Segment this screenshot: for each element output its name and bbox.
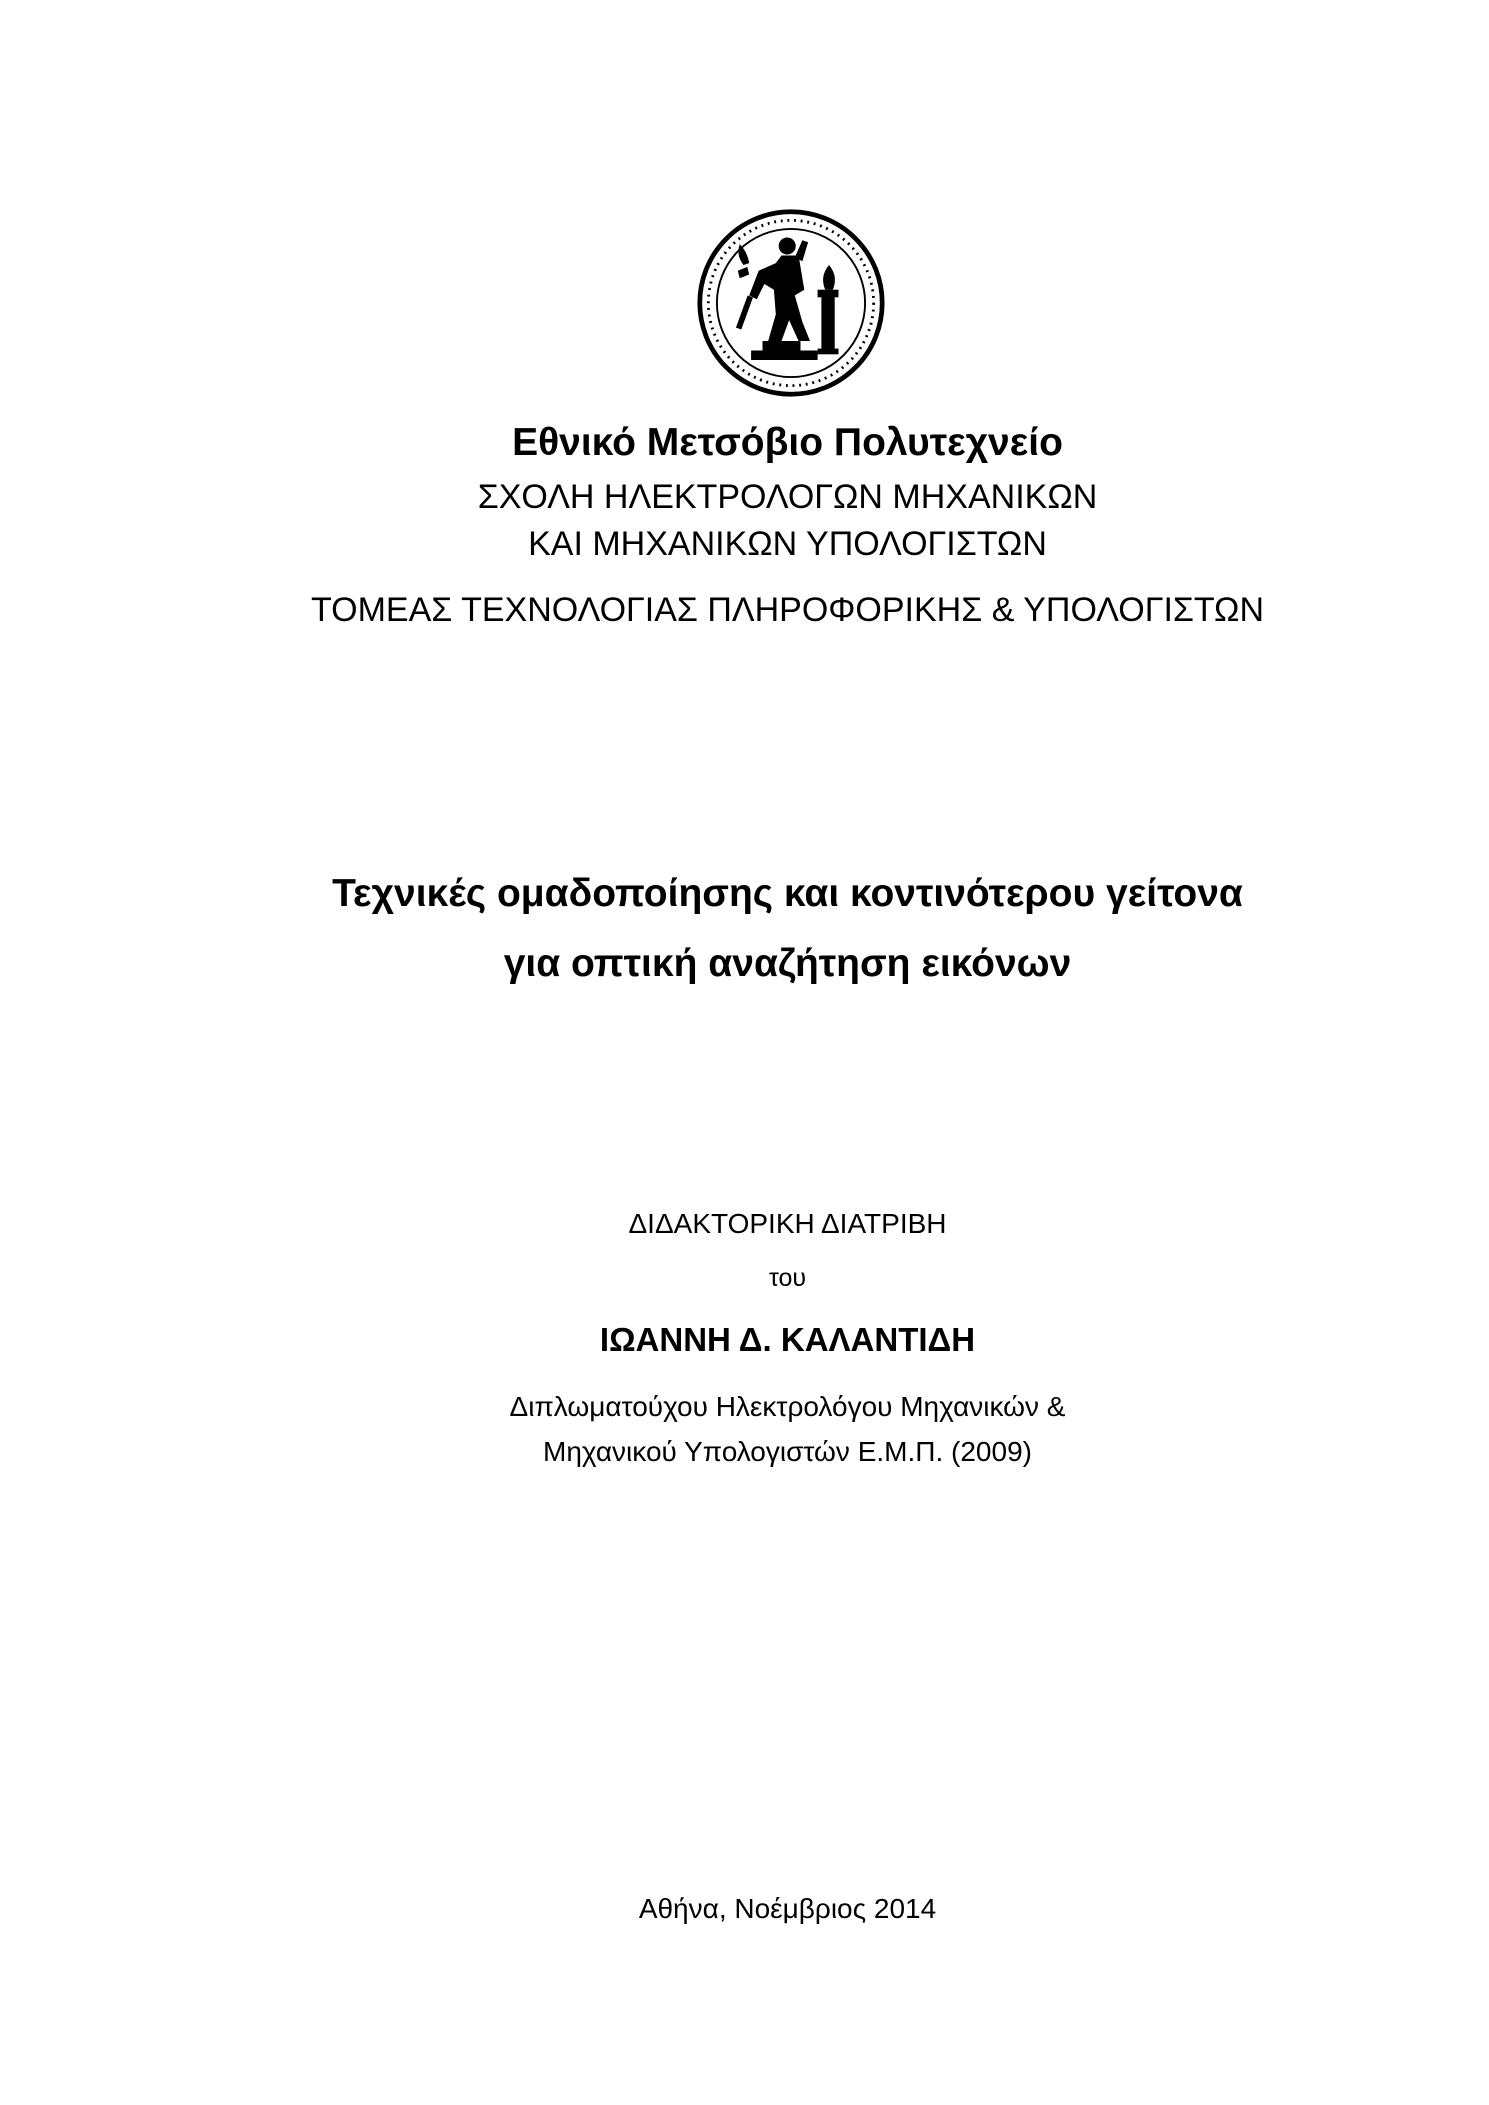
place-and-date: Αθήνα, Νοέμβριος 2014 [638, 1893, 937, 1924]
by-label: του [768, 1264, 807, 1292]
division-name: ΤΟΜΕΑΣ ΤΕΧΝΟΛΟΓΙΑΣ ΠΛΗΡΟΦΟΡΙΚΗΣ & ΥΠΟΛΟΓΙΣΤΩΝ [310, 591, 1265, 629]
school-name-line-1: ΣΧΟΛΗ ΗΛΕΚΤΡΟΛΟΓΩΝ ΜΗΧΑΝΙΚΩΝ [477, 478, 1098, 516]
school-name-line-2: ΚΑΙ ΜΗΧΑΝΙΚΩΝ ΥΠΟΛΟΓΙΣΤΩΝ [528, 525, 1047, 563]
thesis-title-line-2: για οπτική αναζήτηση εικόνων [503, 942, 1072, 985]
university-name: Εθνικό Μετσόβιο Πολυτεχνείο [512, 421, 1063, 464]
thesis-type: ΔΙΔΑΚΤΟΡΙΚΗ ΔΙΑΤΡΙΒΗ [628, 1208, 947, 1239]
author-degree-line-1: Διπλωματούχου Ηλεκτρολόγου Μηχανικών & [509, 1391, 1066, 1422]
university-seal-logo [696, 208, 886, 398]
author-name: ΙΩΑΝΝΗ Δ. ΚΑΛΑΝΤΙΔΗ [599, 1321, 976, 1358]
thesis-title-line-1: Τεχνικές ομαδοποίησης και κοντινότερου γείτονα [332, 872, 1243, 915]
author-degree-line-2: Μηχανικού Υπολογιστών Ε.Μ.Π. (2009) [543, 1436, 1032, 1467]
